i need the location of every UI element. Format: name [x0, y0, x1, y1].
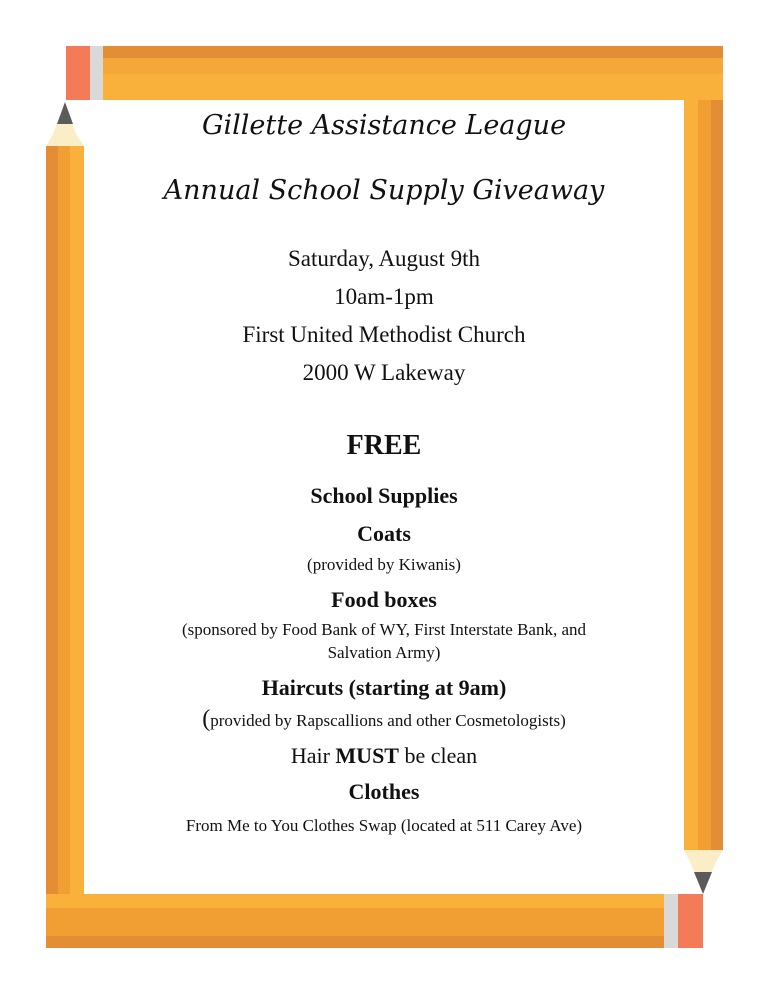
- event-details: [100, 240, 668, 392]
- bottom-pencil-eraser: [678, 894, 703, 948]
- top-pencil-eraser: [66, 46, 90, 100]
- hair-clean-note: [100, 742, 668, 770]
- item-coats: Coats: [357, 521, 411, 546]
- left-pencil-lead: [57, 102, 73, 124]
- left-pencil-face: [70, 146, 84, 906]
- left-pencil-wood: [46, 130, 84, 146]
- top-pencil-band: [103, 58, 723, 74]
- haircuts-note-paren: (: [202, 706, 211, 732]
- item-school-supplies: School Supplies: [310, 483, 458, 508]
- hair-clean-must: MUST: [335, 743, 399, 768]
- bottom-pencil-ferrule: [664, 894, 678, 948]
- food-note-line2: Salvation Army): [327, 643, 441, 662]
- haircuts-note: [100, 706, 668, 734]
- top-pencil-face: [103, 74, 723, 100]
- top-pencil-edge: [103, 46, 723, 58]
- free-heading: FREE: [346, 430, 422, 461]
- right-pencil-edge: [711, 100, 723, 850]
- left-pencil: [46, 102, 84, 906]
- left-pencil-edge: [46, 146, 58, 906]
- haircuts-note-text: provided by Rapscallions and other Cosmetologists): [210, 711, 566, 730]
- top-pencil-ferrule: [90, 46, 103, 100]
- hair-clean-post: be clean: [398, 743, 478, 768]
- coats-note: (provided by Kiwanis): [307, 555, 461, 574]
- event-address: 2000 W Lakeway: [302, 360, 466, 385]
- organization-title: Gillette Assistance League: [201, 110, 567, 141]
- right-pencil-face: [684, 100, 698, 850]
- food-note-line1: (sponsored by Food Bank of WY, First Interstate Bank, and: [181, 620, 587, 639]
- event-venue: First United Methodist Church: [242, 322, 526, 347]
- event-date: Saturday, August 9th: [287, 246, 481, 271]
- clothes-note: From Me to You Clothes Swap (located at 511 Carey Ave): [185, 816, 583, 835]
- item-clothes: Clothes: [348, 779, 420, 804]
- hair-clean-pre: Hair: [290, 743, 336, 768]
- food-boxes-note: [60, 618, 708, 664]
- item-haircuts: Haircuts (starting at 9am): [261, 675, 507, 700]
- top-pencil: [66, 46, 723, 100]
- right-pencil-lead: [694, 872, 712, 894]
- flyer-content: [100, 100, 668, 838]
- bottom-pencil-face: [46, 894, 664, 908]
- event-title: Annual School Supply Giveaway: [163, 175, 605, 206]
- right-pencil: [684, 100, 723, 894]
- bottom-pencil: [46, 894, 703, 948]
- item-food-boxes: Food boxes: [331, 587, 437, 612]
- right-pencil-wood: [684, 850, 723, 866]
- event-time: 10am-1pm: [334, 284, 434, 309]
- bottom-pencil-edge: [46, 936, 664, 948]
